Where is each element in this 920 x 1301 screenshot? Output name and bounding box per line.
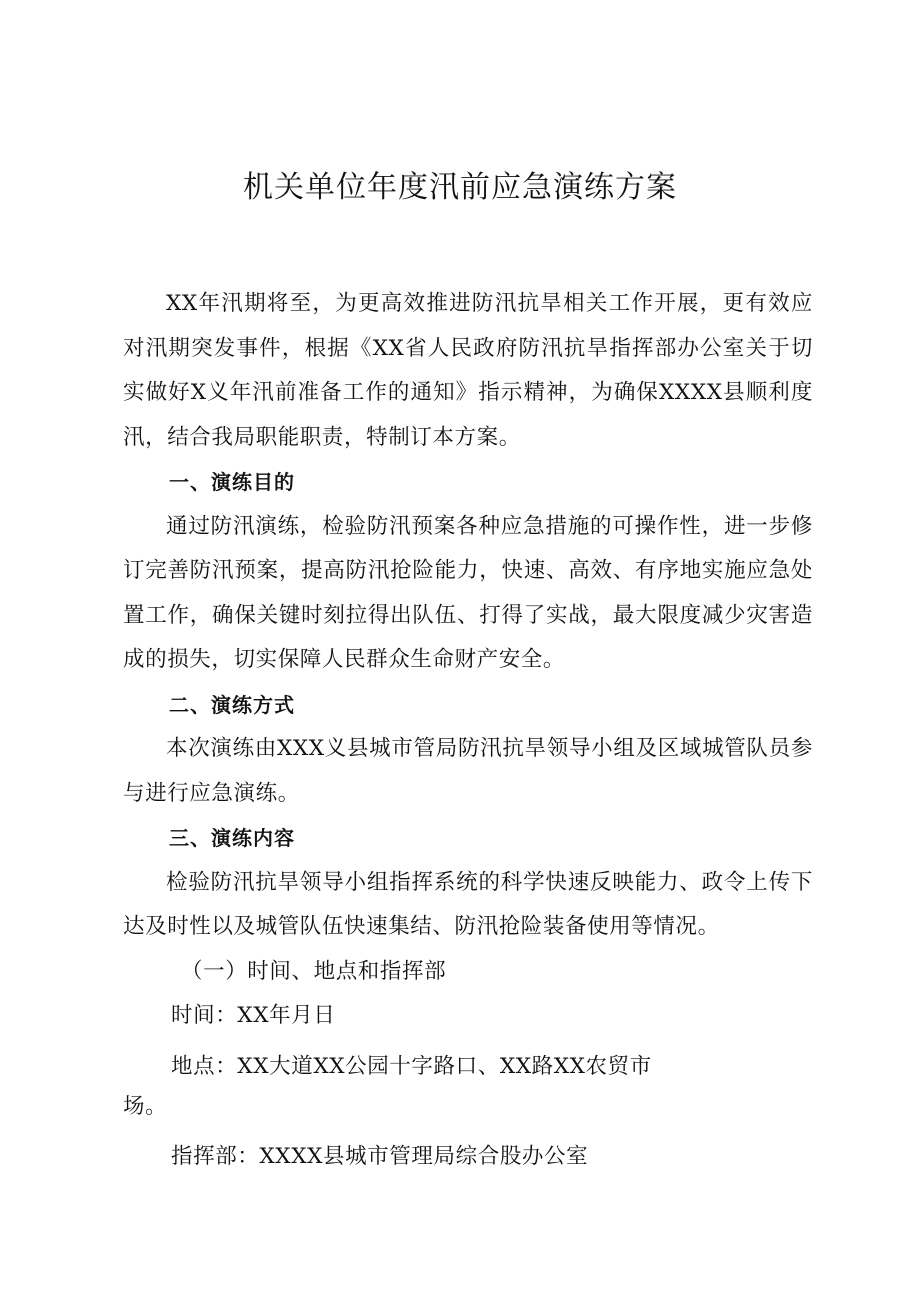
time-line: 时间：XX年月日 <box>171 1003 336 1028</box>
subsection-title: （一）时间、地点和指挥部 <box>181 958 447 984</box>
document-body <box>123 282 813 1179</box>
section-heading-method: 二、演练方式 <box>169 692 295 717</box>
section-text-purpose: 通过防汛演练，检验防汛预案各种应急措施的可操作性，进一步修订完善防汛预案，提高防汛抢险能力，快速、高效、有序地实施应急处置工作，确保关键时刻拉得出队伍、打得了实战，最大限度减少灾害造成的损失，切实保障人民群众生命财产安全。 <box>123 513 813 672</box>
section-text-method: 本次演练由XXX义县城市管局防汛抗旱领导小组及区域城管队员参与进行应急演练。 <box>123 736 813 806</box>
place-line-tail: 场。 <box>123 1093 168 1119</box>
place-line <box>123 1047 691 1127</box>
section-heading-content: 三、演练内容 <box>169 826 295 850</box>
section-heading-purpose: 一、演练目的 <box>169 470 295 494</box>
command-line: 指挥部：XXXX县城市管理局综合股办公室 <box>171 1143 589 1169</box>
place-line-main: 地点：XX大道XX公园十字路口、XX路XX农贸市 <box>171 1053 652 1079</box>
intro-paragraph: XX年汛期将至，为更高效推进防汛抗旱相关工作开展，更有效应对汛期突发事件，根据《XX省人民政府防汛抗旱指挥部办公室关于切实做好X义年汛前准备工作的通知》指示精神，为确保XXXX县顺利度汛，结合我局职能职责，特制订本方案。 <box>123 291 813 450</box>
document-title: 机关单位年度汛前应急演练方案 <box>243 170 677 205</box>
section-text-content: 检验防汛抗旱领导小组指挥系统的科学快速反映能力、政令上传下达及时性以及城管队伍快速集结、防汛抢险装备使用等情况。 <box>123 869 813 939</box>
